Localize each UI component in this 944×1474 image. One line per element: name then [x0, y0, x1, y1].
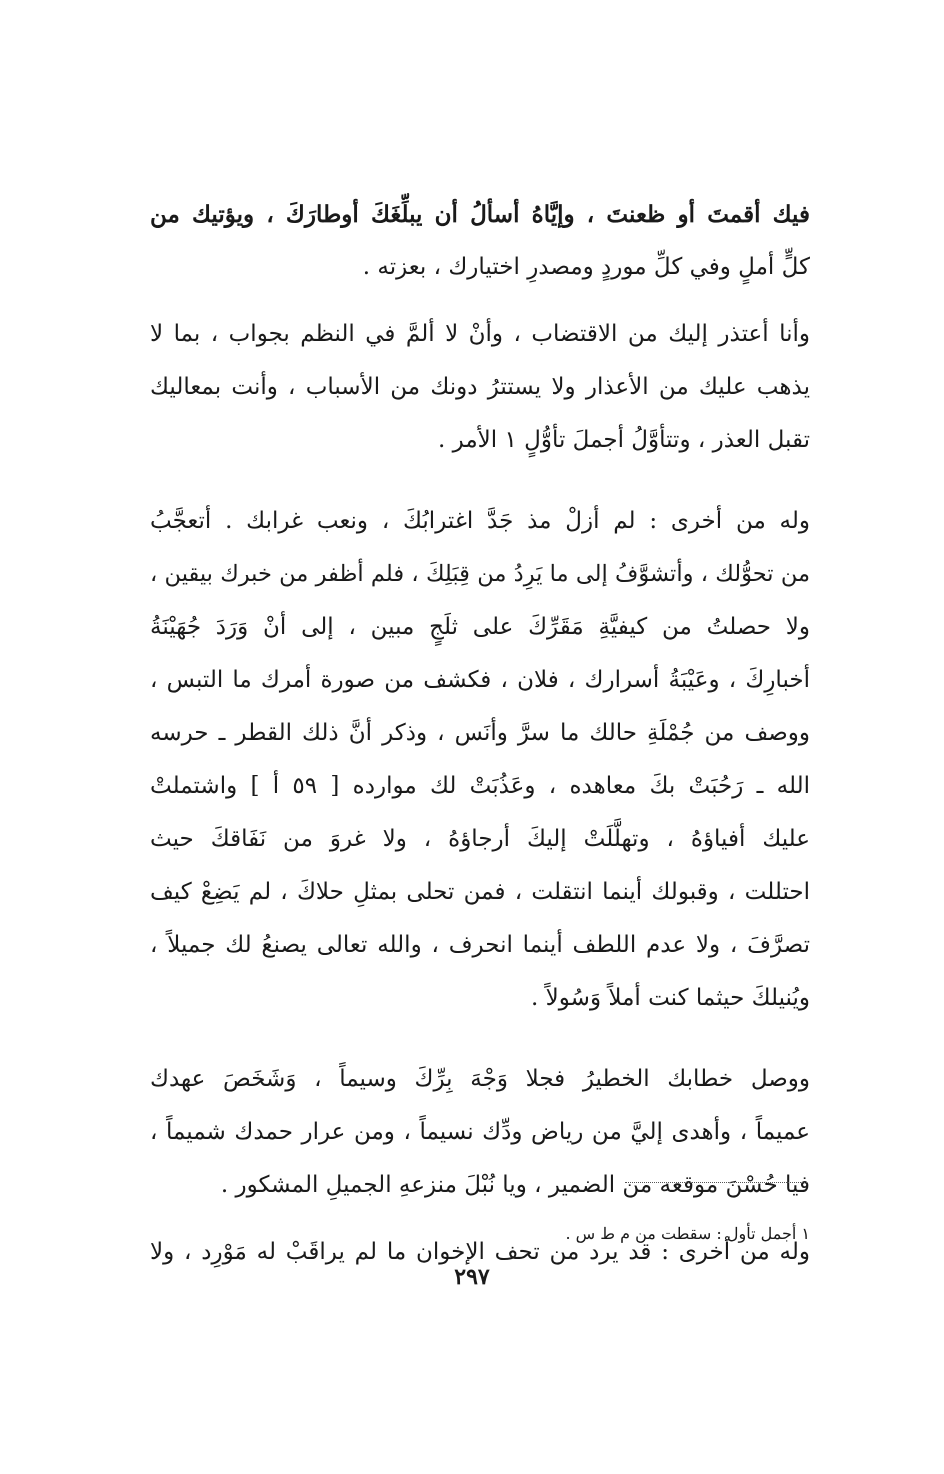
paragraph-gap: [150, 467, 810, 495]
text-line: تقبل العذر ، وتتأوَّلُ أجملَ تأوُّلٍ ١ الأمر .: [438, 427, 810, 453]
text-line: كلٍّ أملٍ وفي كلِّ موردٍ ومصدرِ اختيارك ، بعزته .: [362, 254, 810, 280]
text-line: الله ـ رَحُبَتْ بكَ معاهده ، وعَذُبَتْ لك موارده [ ٥٩ أ ] واشتملتْ: [150, 773, 810, 799]
text-line: وله من أخرى : لم أزلْ مذ جَدَّ اغترابُكَ ، ونعب غرابك . أتعجَّبُ: [150, 508, 810, 534]
footnote: ١ أجمل تأول : سقطت من م ط س .: [565, 1224, 810, 1243]
text-line: عليك أفياؤهُ ، وتهلَّلَتْ إليكَ أرجاؤهُ ، ولا غروَ من نَفَاقكَ حيث: [150, 826, 810, 852]
text-line: أخبارِكَ ، وعَيْبَةُ أسرارك ، فلان ، فكشف من صورة أمرك ما التبس ،: [150, 667, 810, 693]
text-line: فيا حُسْنَ موقعه من الضمير ، ويا نُبْلَ منزعهِ الجميلِ المشكور .: [220, 1172, 810, 1198]
text-line: فيك أقمتَ أو ظعنتَ ، وإيَّاهُ أسألُ أن يبلِّغَكَ أوطارَكَ ، ويؤتيك من: [150, 201, 810, 228]
text-line: وأنا أعتذر إليك من الاقتضاب ، وأنْ لا ألمَّ في النظم بجواب ، بما لا: [150, 321, 810, 347]
paragraph-gap: [150, 294, 810, 308]
paragraph-gap: [150, 1025, 810, 1053]
text-line: يذهب عليك من الأعذار ولا يستترُ دونك من الأسباب ، وأنت بمعاليك: [150, 374, 810, 400]
text-line: احتللت ، وقبولك أينما انتقلت ، فمن تحلى بمثلِ حلاكَ ، لم يَضِعْ كيف: [150, 879, 810, 905]
footnote-divider: [625, 1182, 807, 1183]
main-text: [150, 188, 810, 1279]
text-line: عميماً ، وأهدى إليَّ من رياض ودِّك نسيماً ، ومن عرار حمدك شميماً ،: [150, 1119, 810, 1145]
text-line: ويُنيلكَ حيثما كنت أملاً وَسُولاً .: [531, 985, 810, 1011]
text-line: ووصل خطابك الخطيرُ فجلا وَجْهَ بِرِّكَ وسيماً ، وَشَخَصَ عهدك: [150, 1066, 810, 1092]
text-line: وله من أخرى : قد يرد من تحف الإخوان ما لم يراقَبْ له مَوْرِد ، ولا: [150, 1239, 810, 1265]
text-line: ولا حصلتُ من كيفيَّةِ مَقَرِّكَ على ثلَجٍ مبين ، إلى أنْ وَرَدَ جُهَيْنَةُ: [150, 614, 810, 640]
text-line: من تحوُّلك ، وأتشوَّفُ إلى ما يَرِدُ من قِبَلِكَ ، فلم أظفر من خبرك بيقين ،: [150, 561, 810, 587]
text-line: تصرَّفَ ، ولا عدم اللطف أينما انحرف ، والله تعالى يصنعُ لك جميلاً ،: [150, 932, 810, 958]
page-number: ٢٩٧: [454, 1264, 490, 1290]
text-line: ووصف من جُمْلَةِ حالك ما سرَّ وأنَس ، وذكر أنَّ ذلك القطر ـ حرسه: [150, 720, 810, 746]
